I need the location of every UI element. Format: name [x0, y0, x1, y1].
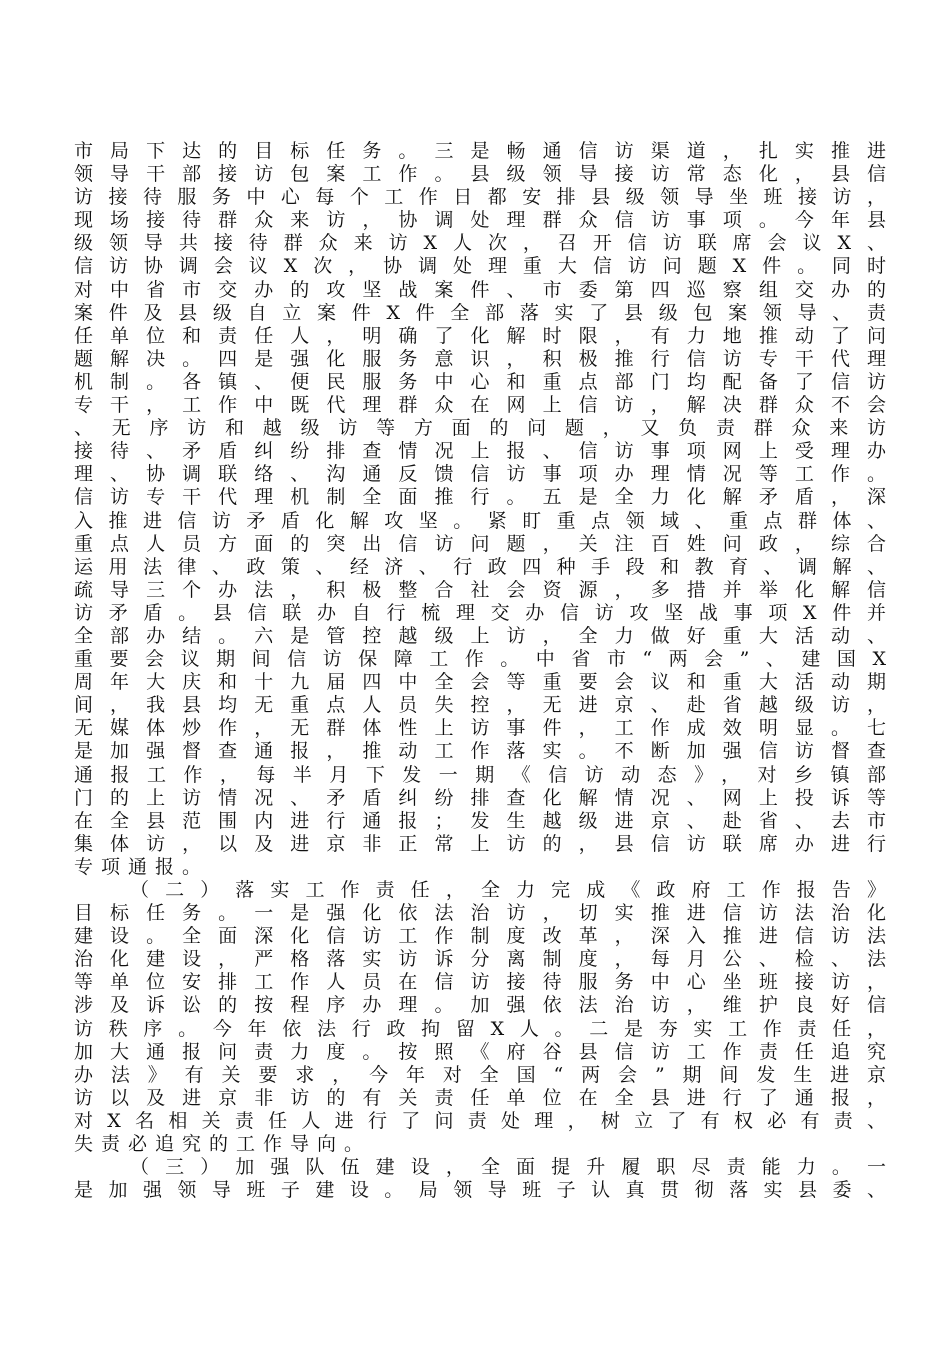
text-line: 访接待服务中心每个工作日都安排县级领导坐班接访， — [74, 186, 886, 209]
text-line: 无媒体炒作，无群体性上访事件，工作成效明显。七 — [74, 717, 886, 740]
text-line: 访秩序。今年依法行政拘留X人。二是夯实工作责任， — [74, 1017, 886, 1040]
text-line: 对中省市交办的攻坚战案件、市委第四巡察组交办的 — [74, 278, 886, 301]
text-line: 对X名相关责任人进行了问责处理，树立了有权必有责、 — [74, 1109, 886, 1132]
text-line: 任单位和责任人，明确了化解时限，有力地推动了问 — [74, 324, 886, 347]
text-line: 周年大庆和十九届四中全会等重要会议和重大活动期 — [74, 671, 886, 694]
text-line: 间，我县均无重点人员失控，无进京、赴省越级访， — [74, 694, 886, 717]
text-line: 信访协调会议X次，协调处理重大信访问题X件。同时 — [74, 255, 886, 278]
text-line: 级领导共接待群众来访X人次，召开信访联席会议X、 — [74, 232, 886, 255]
text-line: 全部办结。六是管控越级上访，全力做好重大活动、 — [74, 624, 886, 647]
text-line: 专干，工作中既代理群众在网上信访，解决群众不会 — [74, 394, 886, 417]
text-line: 案件及县级自立案件X件全部落实了县级包案领导、责 — [74, 301, 886, 324]
section-heading-line: （二）落实工作责任，全力完成《政府工作报告》 — [130, 879, 886, 901]
text-line: 访以及进京非访的有关责任单位在全县进行了通报， — [74, 1086, 886, 1109]
text-line: 在全县范围内进行通报；发生越级进京、赴省、去市 — [74, 809, 886, 832]
text-line: 信访专干代理机制全面推行。五是全力化解矛盾，深 — [74, 486, 886, 509]
text-line: 等单位安排工作人员在信访接待服务中心坐班接访， — [74, 971, 886, 994]
text-line: 、无序访和越级访等方面的问题，又负责群众来访 — [74, 417, 886, 440]
text-line: 加大通报问责力度。按照《府谷县信访工作责任追究 — [74, 1040, 886, 1063]
text-line: 办法》有关要求，今年对全国“两会”期间发生进京 — [74, 1063, 886, 1086]
text-line: 是加强领导班子建设。局领导班子认真贯彻落实县委、 — [74, 1179, 886, 1202]
text-line: 重点人员方面的突出信访问题，关注百姓问政，综合 — [74, 532, 886, 555]
section-heading-line: （三）加强队伍建设，全面提升履职尽责能力。一 — [130, 1156, 886, 1179]
text-line: 理、协调联络、沟通反馈信访事项办理情况等工作。 — [74, 463, 886, 486]
text-line: 专项通报。 — [74, 855, 210, 878]
document-body — [74, 140, 886, 1202]
text-line: 集体访，以及进京非正常上访的，县信访联席办进行 — [74, 832, 886, 855]
text-line: 领导干部接访包案工作。县级领导接访常态化，县信 — [74, 163, 886, 186]
text-line: 建设。全面深化信访工作制度改革，深入推进信访法 — [74, 925, 886, 948]
text-line: 治化建设，严格落实访诉分离制度，每月公、检、法 — [74, 948, 886, 971]
text-line: 涉及诉讼的按程序办理。加强依法治访，维护良好信 — [74, 994, 886, 1017]
text-line: 是加强督查通报，推动工作落实。不断加强信访督查 — [74, 740, 886, 763]
text-line: 运用法律、政策、经济、行政四种手段和教育、调解、 — [74, 555, 886, 578]
text-line: 访矛盾。县信联办自行梳理交办信访攻坚战事项X件并 — [74, 601, 886, 624]
text-line: 失责必追究的工作导向。 — [74, 1133, 372, 1156]
text-line: 通报工作，每半月下发一期《信访动态》，对乡镇部 — [74, 763, 886, 786]
text-line: 门的上访情况、矛盾纠纷排查化解情况、网上投诉等 — [74, 786, 886, 809]
text-line: 入推进信访矛盾化解攻坚。紧盯重点领域、重点群体、 — [74, 509, 886, 532]
text-line: 现场接待群众来访，协调处理群众信访事项。今年县 — [74, 209, 886, 232]
text-line: 目标任务。一是强化依法治访，切实推进信访法治化 — [74, 902, 886, 925]
text-line: 重要会议期间信访保障工作。中省市“两会”、建国X — [74, 648, 886, 671]
text-line: 接待、矛盾纠纷排查情况上报、信访事项网上受理办 — [74, 440, 886, 463]
text-line: 机制。各镇、便民服务中心和重点部门均配备了信访 — [74, 370, 886, 393]
text-line: 疏导三个办法，积极整合社会资源，多措并举化解信 — [74, 578, 886, 601]
text-line: 市局下达的目标任务。三是畅通信访渠道，扎实推进 — [74, 140, 886, 162]
text-line: 题解决。四是强化服务意识，积极推行信访专干代理 — [74, 347, 886, 370]
